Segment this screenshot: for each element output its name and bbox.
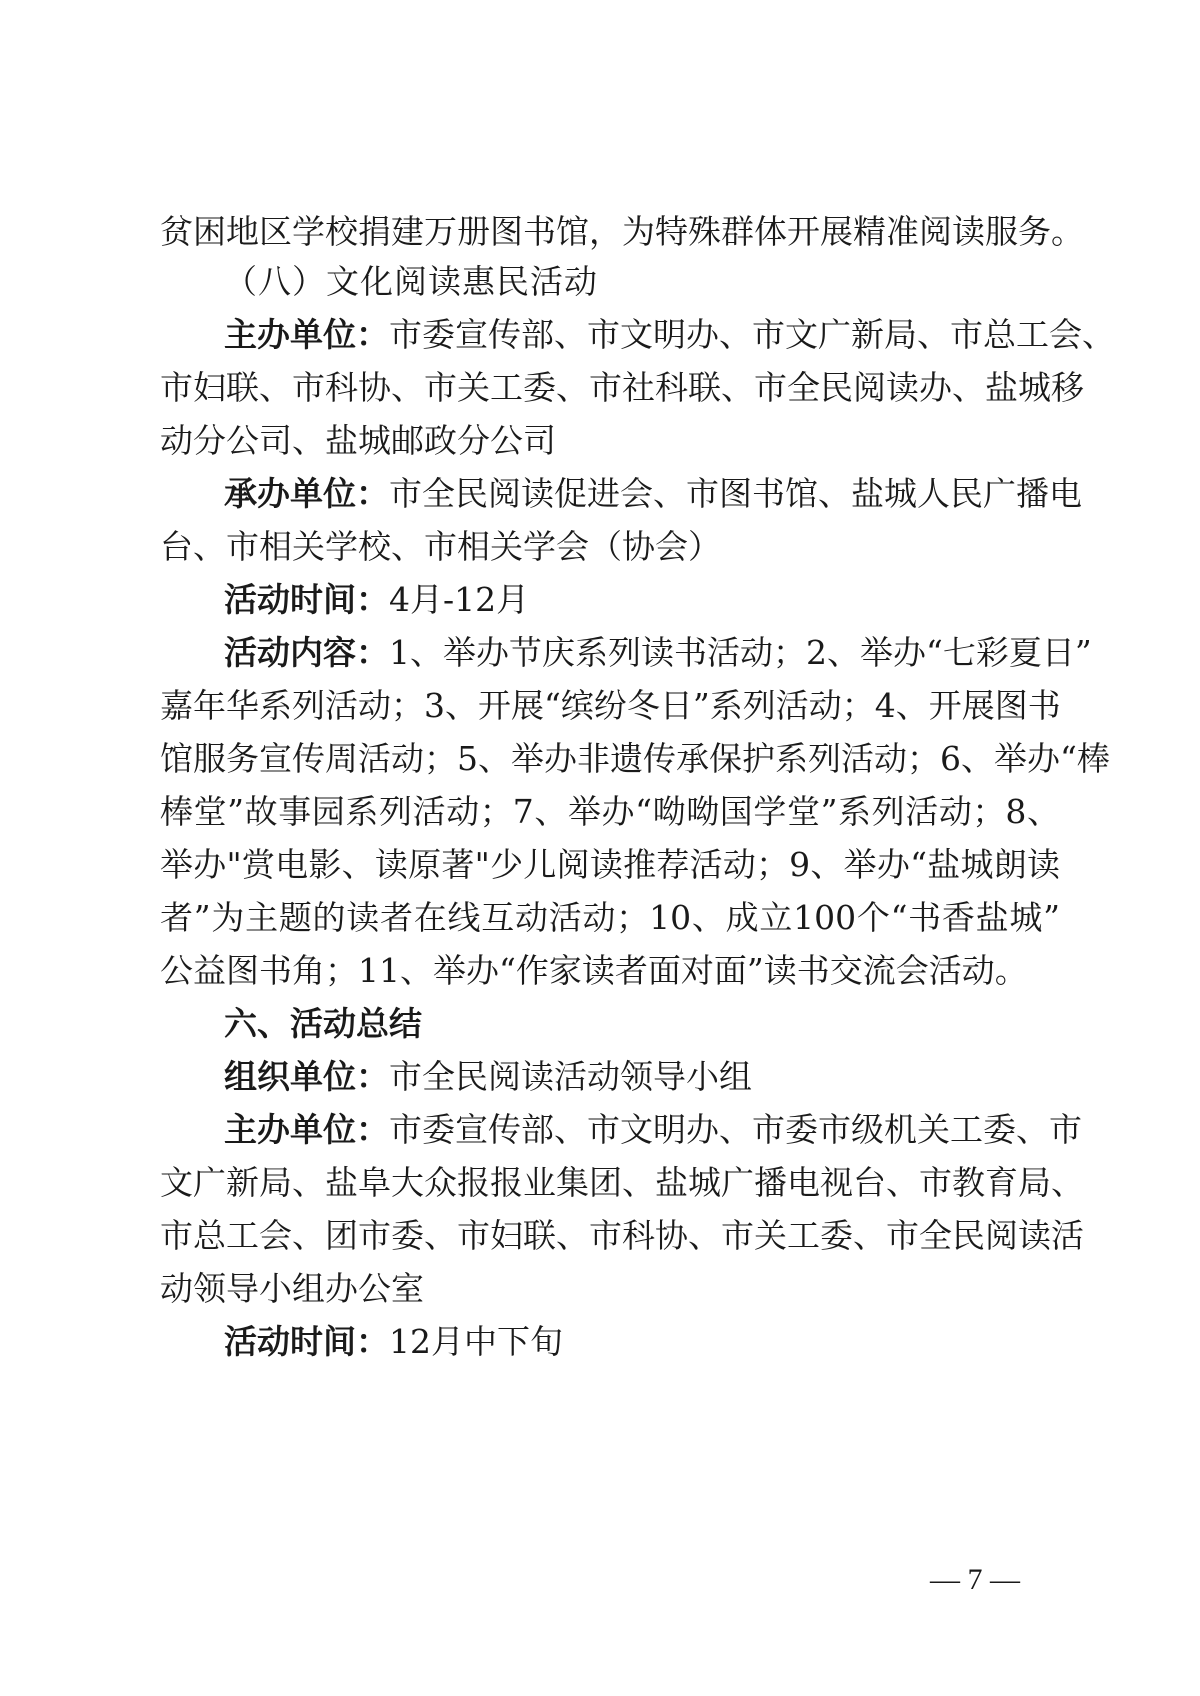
body-line: 台、市相关学校、市相关学会（协会） bbox=[160, 527, 721, 566]
page-number: — 7 — bbox=[930, 1563, 1020, 1596]
field-label: 活动时间： bbox=[224, 580, 389, 619]
field-label: 主办单位： bbox=[224, 315, 389, 354]
body-line bbox=[224, 1322, 1060, 1362]
body-line: 棒堂”故事园系列活动；7、举办“呦呦国学堂”系列活动；8、 bbox=[160, 792, 1060, 831]
field-value: 12月中下旬 bbox=[389, 1322, 563, 1361]
body-line bbox=[224, 1110, 1082, 1150]
body-line bbox=[224, 580, 1060, 620]
field-value: 4月-12月 bbox=[389, 580, 530, 619]
subsection-heading: （八）文化阅读惠民活动 bbox=[224, 262, 598, 301]
section-heading: 六、活动总结 bbox=[224, 1004, 422, 1043]
body-line: 嘉年华系列活动；3、开展“缤纷冬日”系列活动；4、开展图书 bbox=[160, 686, 1061, 725]
body-line: 动领导小组办公室 bbox=[160, 1269, 424, 1308]
body-line: 市总工会、团市委、市妇联、市科协、市关工委、市全民阅读活 bbox=[160, 1216, 1084, 1255]
field-label: 组织单位： bbox=[224, 1057, 389, 1096]
field-value: 市全民阅读活动领导小组 bbox=[389, 1057, 752, 1096]
field-value: 市委宣传部、市文明办、市文广新局、市总工会、 bbox=[389, 315, 1115, 354]
body-line bbox=[224, 315, 1115, 355]
field-label: 承办单位： bbox=[224, 474, 389, 513]
body-line: 市妇联、市科协、市关工委、市社科联、市全民阅读办、盐城移 bbox=[160, 368, 1084, 407]
field-label: 活动内容： bbox=[224, 633, 389, 672]
body-line bbox=[224, 474, 1082, 514]
body-line: 动分公司、盐城邮政分公司 bbox=[160, 421, 556, 460]
body-line: 贫困地区学校捐建万册图书馆，为特殊群体开展精准阅读服务。 bbox=[160, 212, 1084, 251]
body-line: 公益图书角；11、举办“作家读者面对面”读书交流会活动。 bbox=[160, 951, 1028, 990]
body-line bbox=[224, 1057, 1060, 1097]
body-line: 者”为主题的读者在线互动活动；10、成立100个“书香盐城” bbox=[160, 898, 1060, 937]
field-value: 市委宣传部、市文明办、市委市级机关工委、市 bbox=[389, 1110, 1082, 1149]
field-label: 主办单位： bbox=[224, 1110, 389, 1149]
body-line bbox=[224, 633, 1092, 673]
field-label: 活动时间： bbox=[224, 1322, 389, 1361]
field-value: 1、举办节庆系列读书活动；2、举办“七彩夏日” bbox=[389, 633, 1092, 672]
body-line: 举办"赏电影、读原著"少儿阅读推荐活动；9、举办“盐城朗读 bbox=[160, 845, 1060, 884]
body-line: 文广新局、盐阜大众报报业集团、盐城广播电视台、市教育局、 bbox=[160, 1163, 1084, 1202]
field-value: 市全民阅读促进会、市图书馆、盐城人民广播电 bbox=[389, 474, 1082, 513]
body-line: 馆服务宣传周活动；5、举办非遗传承保护系列活动；6、举办“棒 bbox=[160, 739, 1110, 778]
